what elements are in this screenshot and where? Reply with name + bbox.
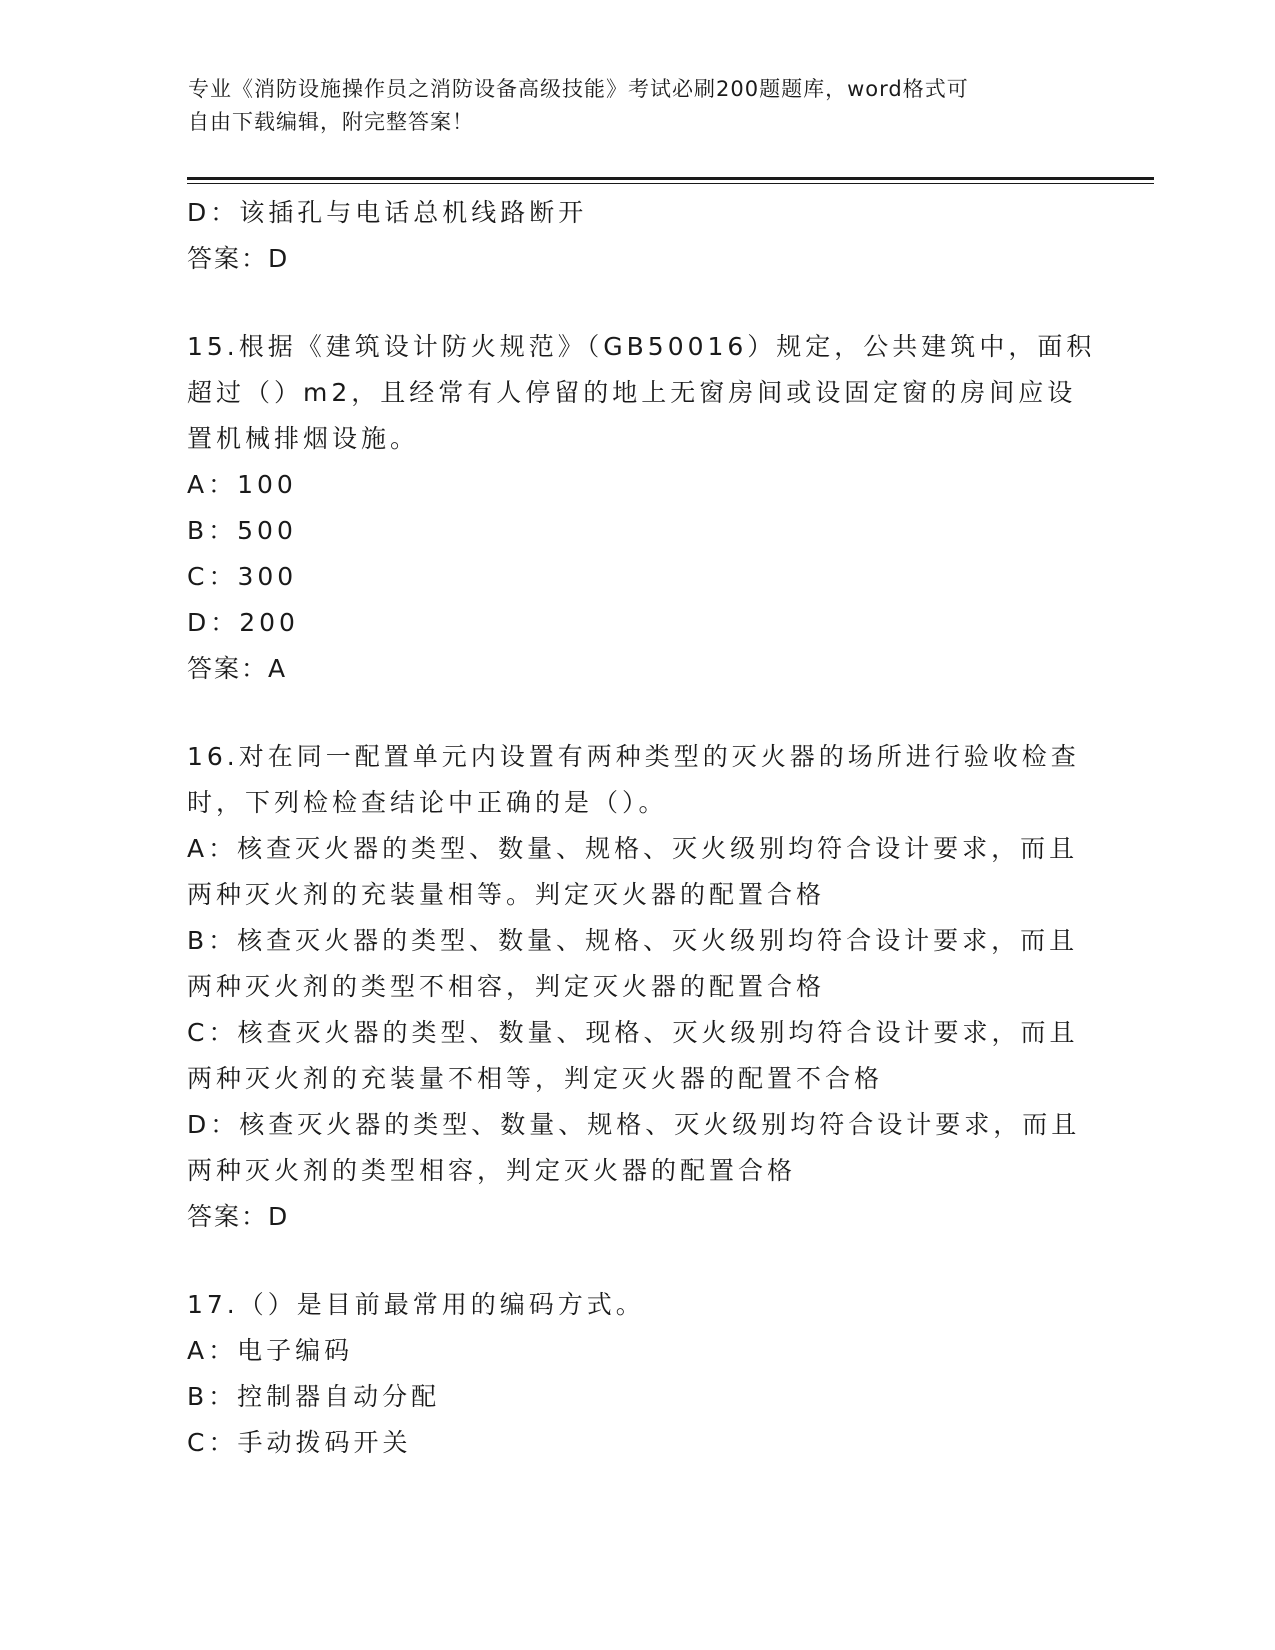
text-line: A：核查灭火器的类型、数量、规格、灭火级别均符合设计要求，而且: [187, 834, 1079, 863]
header-line-1: 专业《消防设施操作员之消防设备高级技能》考试必刷200题题库，word格式可: [188, 77, 969, 101]
text-line: A：电子编码: [187, 1336, 354, 1365]
text-line: 15.根据《建筑设计防火规范》（GB50016）规定，公共建筑中，面积: [187, 332, 1096, 361]
text-line: D：核查灭火器的类型、数量、规格、灭火级别均符合设计要求，而且: [187, 1110, 1081, 1139]
text-line: B：控制器自动分配: [187, 1382, 441, 1411]
answer-line: 答案：D: [187, 1202, 290, 1231]
text-line: B：500: [187, 516, 297, 545]
answer-line: 答案：D: [187, 244, 290, 273]
text-line: A：100: [187, 470, 297, 499]
header-divider-thick: [187, 177, 1154, 180]
header-divider-thin: [187, 183, 1154, 184]
question-spacer: [187, 282, 1087, 324]
question-content: [187, 190, 1096, 1466]
text-line: C：核查灭火器的类型、数量、现格、灭火级别均符合设计要求，而且: [187, 1018, 1079, 1047]
text-line: 两种灭火剂的充装量相等。判定灭火器的配置合格: [187, 880, 826, 909]
text-line: D：200: [187, 608, 299, 637]
text-line: 16.对在同一配置单元内设置有两种类型的灭火器的场所进行验收检查: [187, 742, 1080, 771]
answer-line: 答案：A: [187, 654, 288, 683]
text-line: 两种灭火剂的充装量不相等，判定灭火器的配置不合格: [187, 1064, 884, 1093]
text-line: 两种灭火剂的类型相容，判定灭火器的配置合格: [187, 1156, 797, 1185]
question-spacer: [187, 692, 1087, 734]
text-line: B：核查灭火器的类型、数量、规格、灭火级别均符合设计要求，而且: [187, 926, 1079, 955]
text-line: 17.（）是目前最常用的编码方式。: [187, 1290, 645, 1319]
text-line: D：该插孔与电话总机线路断开: [187, 198, 588, 227]
page-header: [188, 73, 1068, 139]
text-line: C：手动拨码开关: [187, 1428, 412, 1457]
text-line: 置机械排烟设施。: [187, 424, 420, 453]
text-line: 两种灭火剂的类型不相容，判定灭火器的配置合格: [187, 972, 826, 1001]
text-line: 超过（）m2，且经常有人停留的地上无窗房间或设固定窗的房间应设: [187, 378, 1077, 407]
header-line-2: 自由下载编辑，附完整答案！: [188, 110, 474, 134]
question-spacer: [187, 1240, 1087, 1282]
text-line: C：300: [187, 562, 298, 591]
text-line: 时，下列检检查结论中正确的是（）。: [187, 788, 668, 817]
